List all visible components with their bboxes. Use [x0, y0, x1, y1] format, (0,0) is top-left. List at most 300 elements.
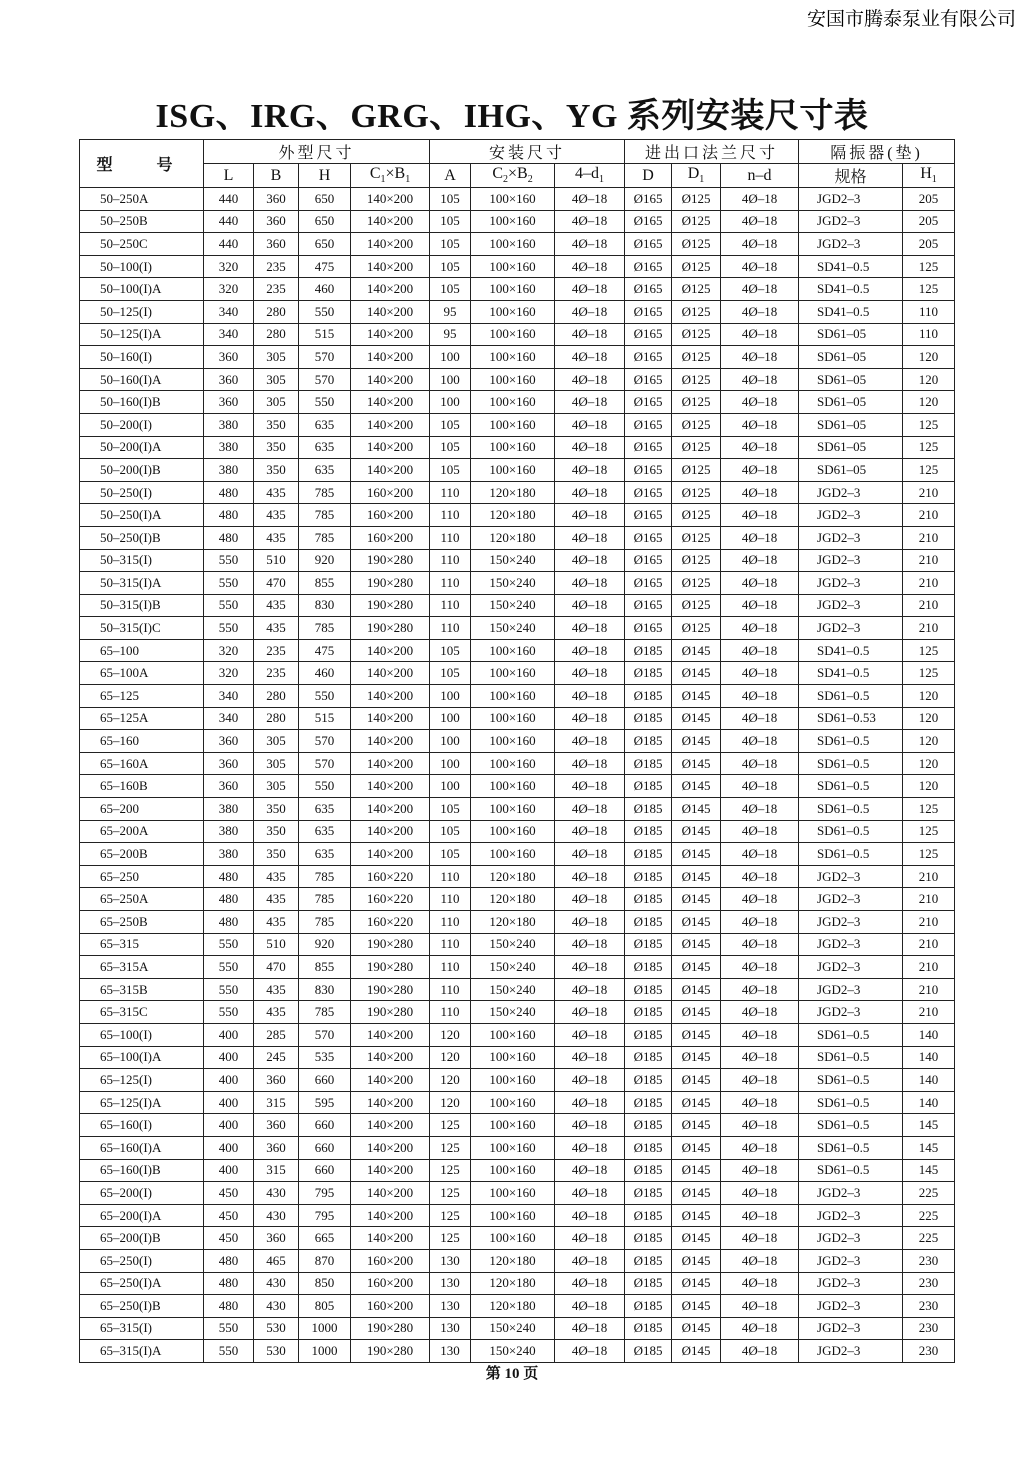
cell-l: 480 [204, 865, 254, 888]
cell-a: 125 [430, 1136, 471, 1159]
cell-isolator-spec: SD61–0.5 [799, 1159, 903, 1182]
cell-4-d1: 4Ø–18 [555, 639, 625, 662]
cell-c2xb2: 120×180 [471, 504, 555, 527]
cell-b: 235 [254, 639, 299, 662]
header-d: D [625, 164, 672, 188]
header-d1: $D_1$ [672, 164, 721, 188]
cell-c2xb2: 100×160 [471, 1204, 555, 1227]
cell-l: 400 [204, 1114, 254, 1137]
table-row [80, 775, 955, 798]
cell-a: 120 [430, 1069, 471, 1092]
cell-n-d: 4Ø–18 [721, 1227, 799, 1250]
cell-h1: 210 [903, 911, 955, 934]
table-row [80, 413, 955, 436]
cell-b: 435 [254, 526, 299, 549]
cell-model: 65–125(I)A [80, 1091, 204, 1114]
cell-h1: 210 [903, 504, 955, 527]
cell-model: 65–200(I)B [80, 1227, 204, 1250]
cell-h1: 230 [903, 1295, 955, 1318]
cell-model: 50–160(I)B [80, 391, 204, 414]
cell-n-d: 4Ø–18 [721, 549, 799, 572]
cell-d: Ø185 [625, 798, 672, 821]
cell-d1: Ø125 [672, 210, 721, 233]
cell-n-d: 4Ø–18 [721, 639, 799, 662]
cell-n-d: 4Ø–18 [721, 1272, 799, 1295]
header-c1xb1: $C_1\times B_1$ [351, 164, 430, 188]
cell-d: Ø185 [625, 1091, 672, 1114]
cell-a: 100 [430, 730, 471, 753]
cell-b: 435 [254, 978, 299, 1001]
table-row [80, 459, 955, 482]
cell-4-d1: 4Ø–18 [555, 1159, 625, 1182]
cell-n-d: 4Ø–18 [721, 1001, 799, 1024]
table-row [80, 572, 955, 595]
cell-a: 100 [430, 391, 471, 414]
cell-d1: Ø145 [672, 978, 721, 1001]
table-row [80, 956, 955, 979]
cell-n-d: 4Ø–18 [721, 413, 799, 436]
cell-d: Ø185 [625, 843, 672, 866]
table-row [80, 368, 955, 391]
cell-d1: Ø145 [672, 888, 721, 911]
cell-h: 635 [299, 798, 351, 821]
cell-c1xb1: 140×200 [351, 820, 430, 843]
cell-l: 380 [204, 459, 254, 482]
cell-isolator-spec: JGD2–3 [799, 1001, 903, 1024]
table-row [80, 233, 955, 256]
cell-b: 350 [254, 798, 299, 821]
cell-4-d1: 4Ø–18 [555, 436, 625, 459]
cell-n-d: 4Ø–18 [721, 1182, 799, 1205]
cell-h: 475 [299, 255, 351, 278]
cell-l: 440 [204, 210, 254, 233]
cell-h1: 210 [903, 526, 955, 549]
header-a: A [430, 164, 471, 188]
cell-n-d: 4Ø–18 [721, 481, 799, 504]
cell-isolator-spec: SD41–0.5 [799, 300, 903, 323]
header-h: H [299, 164, 351, 188]
cell-c1xb1: 140×200 [351, 1159, 430, 1182]
cell-d: Ø185 [625, 1159, 672, 1182]
cell-model: 65–160A [80, 752, 204, 775]
cell-a: 110 [430, 1001, 471, 1024]
cell-model: 50–160(I)A [80, 368, 204, 391]
cell-a: 130 [430, 1295, 471, 1318]
cell-c1xb1: 140×200 [351, 775, 430, 798]
cell-b: 315 [254, 1091, 299, 1114]
table-row [80, 730, 955, 753]
cell-l: 480 [204, 1249, 254, 1272]
cell-b: 360 [254, 1069, 299, 1092]
cell-d: Ø165 [625, 549, 672, 572]
cell-d1: Ø125 [672, 368, 721, 391]
cell-l: 380 [204, 798, 254, 821]
cell-h1: 120 [903, 685, 955, 708]
cell-4-d1: 4Ø–18 [555, 346, 625, 369]
cell-c2xb2: 100×160 [471, 1114, 555, 1137]
cell-d1: Ø145 [672, 1114, 721, 1137]
cell-d1: Ø125 [672, 300, 721, 323]
cell-n-d: 4Ø–18 [721, 752, 799, 775]
cell-c2xb2: 100×160 [471, 413, 555, 436]
table-row [80, 933, 955, 956]
cell-model: 50–200(I)A [80, 436, 204, 459]
header-flange-dimensions: 进出口法兰尺寸 [625, 140, 799, 164]
cell-l: 550 [204, 978, 254, 1001]
cell-n-d: 4Ø–18 [721, 1249, 799, 1272]
cell-n-d: 4Ø–18 [721, 459, 799, 482]
cell-n-d: 4Ø–18 [721, 865, 799, 888]
company-name: 安国市腾泰泵业有限公司 [806, 8, 1016, 30]
cell-d1: Ø125 [672, 459, 721, 482]
cell-l: 440 [204, 233, 254, 256]
cell-model: 50–200(I) [80, 413, 204, 436]
cell-d1: Ø145 [672, 798, 721, 821]
cell-h: 785 [299, 526, 351, 549]
cell-isolator-spec: SD61–0.5 [799, 820, 903, 843]
cell-c1xb1: 140×200 [351, 323, 430, 346]
table-row [80, 1227, 955, 1250]
cell-l: 400 [204, 1159, 254, 1182]
cell-d1: Ø125 [672, 549, 721, 572]
table-row [80, 707, 955, 730]
cell-4-d1: 4Ø–18 [555, 978, 625, 1001]
cell-c1xb1: 190×280 [351, 956, 430, 979]
cell-c2xb2: 100×160 [471, 188, 555, 211]
cell-c2xb2: 100×160 [471, 1182, 555, 1205]
header-installation-dimensions: 安装尺寸 [430, 140, 625, 164]
cell-h: 635 [299, 459, 351, 482]
cell-c1xb1: 140×200 [351, 752, 430, 775]
cell-a: 95 [430, 323, 471, 346]
cell-l: 400 [204, 1046, 254, 1069]
cell-4-d1: 4Ø–18 [555, 1069, 625, 1092]
cell-d1: Ø125 [672, 481, 721, 504]
cell-model: 65–200(I) [80, 1182, 204, 1205]
cell-4-d1: 4Ø–18 [555, 662, 625, 685]
cell-h: 785 [299, 888, 351, 911]
cell-model: 65–125 [80, 685, 204, 708]
cell-4-d1: 4Ø–18 [555, 1249, 625, 1272]
cell-l: 550 [204, 1001, 254, 1024]
cell-h1: 140 [903, 1046, 955, 1069]
cell-l: 380 [204, 820, 254, 843]
cell-c1xb1: 140×200 [351, 368, 430, 391]
cell-h1: 145 [903, 1159, 955, 1182]
cell-model: 50–250(I)B [80, 526, 204, 549]
cell-a: 110 [430, 594, 471, 617]
cell-c2xb2: 100×160 [471, 1091, 555, 1114]
cell-d: Ø165 [625, 323, 672, 346]
cell-model: 50–125(I)A [80, 323, 204, 346]
table-row [80, 1136, 955, 1159]
cell-h1: 210 [903, 572, 955, 595]
cell-4-d1: 4Ø–18 [555, 594, 625, 617]
table-row [80, 278, 955, 301]
cell-d1: Ø145 [672, 1227, 721, 1250]
cell-d1: Ø145 [672, 1317, 721, 1340]
cell-model: 65–315 [80, 933, 204, 956]
cell-4-d1: 4Ø–18 [555, 526, 625, 549]
cell-a: 130 [430, 1272, 471, 1295]
cell-model: 50–315(I) [80, 549, 204, 572]
cell-model: 65–125A [80, 707, 204, 730]
cell-l: 480 [204, 504, 254, 527]
cell-model: 50–200(I)B [80, 459, 204, 482]
cell-d: Ø185 [625, 1227, 672, 1250]
cell-4-d1: 4Ø–18 [555, 752, 625, 775]
cell-4-d1: 4Ø–18 [555, 1204, 625, 1227]
cell-d1: Ø125 [672, 594, 721, 617]
cell-model: 50–315(I)B [80, 594, 204, 617]
cell-isolator-spec: JGD2–3 [799, 865, 903, 888]
cell-d1: Ø145 [672, 1091, 721, 1114]
cell-c2xb2: 100×160 [471, 1159, 555, 1182]
table-row [80, 1023, 955, 1046]
page-title: ISG、IRG、GRG、IHG、YG 系列安装尺寸表 [155, 98, 869, 135]
cell-isolator-spec: SD41–0.5 [799, 662, 903, 685]
cell-h: 785 [299, 504, 351, 527]
cell-c2xb2: 120×180 [471, 1272, 555, 1295]
cell-n-d: 4Ø–18 [721, 255, 799, 278]
cell-d: Ø165 [625, 233, 672, 256]
cell-4-d1: 4Ø–18 [555, 368, 625, 391]
cell-h1: 205 [903, 210, 955, 233]
cell-d: Ø185 [625, 865, 672, 888]
cell-model: 65–250(I)A [80, 1272, 204, 1295]
cell-c2xb2: 150×240 [471, 978, 555, 1001]
cell-n-d: 4Ø–18 [721, 323, 799, 346]
cell-n-d: 4Ø–18 [721, 1295, 799, 1318]
cell-n-d: 4Ø–18 [721, 888, 799, 911]
cell-b: 435 [254, 504, 299, 527]
cell-c2xb2: 100×160 [471, 820, 555, 843]
cell-c1xb1: 160×200 [351, 481, 430, 504]
cell-h1: 145 [903, 1136, 955, 1159]
cell-h: 570 [299, 368, 351, 391]
cell-n-d: 4Ø–18 [721, 775, 799, 798]
cell-c1xb1: 140×200 [351, 1136, 430, 1159]
cell-c1xb1: 160×200 [351, 1249, 430, 1272]
cell-h1: 145 [903, 1114, 955, 1137]
cell-a: 105 [430, 843, 471, 866]
cell-h1: 125 [903, 639, 955, 662]
cell-4-d1: 4Ø–18 [555, 1091, 625, 1114]
cell-4-d1: 4Ø–18 [555, 775, 625, 798]
cell-h: 795 [299, 1204, 351, 1227]
cell-a: 125 [430, 1227, 471, 1250]
cell-d: Ø165 [625, 368, 672, 391]
cell-model: 65–160(I)A [80, 1136, 204, 1159]
cell-model: 50–100(I)A [80, 278, 204, 301]
cell-c1xb1: 140×200 [351, 188, 430, 211]
cell-isolator-spec: JGD2–3 [799, 210, 903, 233]
cell-l: 380 [204, 413, 254, 436]
cell-h1: 205 [903, 188, 955, 211]
cell-b: 435 [254, 481, 299, 504]
cell-4-d1: 4Ø–18 [555, 300, 625, 323]
cell-n-d: 4Ø–18 [721, 933, 799, 956]
cell-h: 460 [299, 662, 351, 685]
cell-d1: Ø145 [672, 775, 721, 798]
cell-h: 550 [299, 391, 351, 414]
cell-a: 130 [430, 1340, 471, 1363]
cell-c1xb1: 190×280 [351, 978, 430, 1001]
cell-model: 65–315C [80, 1001, 204, 1024]
cell-d1: Ø145 [672, 1069, 721, 1092]
cell-c1xb1: 140×200 [351, 1204, 430, 1227]
cell-h1: 210 [903, 865, 955, 888]
cell-d1: Ø125 [672, 572, 721, 595]
cell-h1: 205 [903, 233, 955, 256]
cell-b: 305 [254, 752, 299, 775]
cell-a: 100 [430, 685, 471, 708]
cell-d: Ø165 [625, 188, 672, 211]
cell-c2xb2: 100×160 [471, 752, 555, 775]
cell-d: Ø185 [625, 1046, 672, 1069]
cell-d1: Ø145 [672, 639, 721, 662]
cell-b: 470 [254, 572, 299, 595]
cell-d: Ø165 [625, 436, 672, 459]
cell-c1xb1: 140×200 [351, 346, 430, 369]
cell-b: 350 [254, 843, 299, 866]
cell-d1: Ø145 [672, 730, 721, 753]
cell-b: 360 [254, 1114, 299, 1137]
cell-h1: 140 [903, 1023, 955, 1046]
cell-c2xb2: 100×160 [471, 1023, 555, 1046]
cell-c2xb2: 150×240 [471, 1317, 555, 1340]
cell-h1: 225 [903, 1204, 955, 1227]
cell-a: 110 [430, 888, 471, 911]
table-row [80, 1340, 955, 1363]
header-c2xb2: $C_2\times B_2$ [471, 164, 555, 188]
cell-d: Ø165 [625, 617, 672, 640]
cell-n-d: 4Ø–18 [721, 368, 799, 391]
cell-h: 550 [299, 300, 351, 323]
cell-d: Ø165 [625, 504, 672, 527]
cell-4-d1: 4Ø–18 [555, 459, 625, 482]
cell-l: 480 [204, 911, 254, 934]
cell-d: Ø185 [625, 685, 672, 708]
cell-4-d1: 4Ø–18 [555, 685, 625, 708]
cell-d: Ø165 [625, 481, 672, 504]
table-row [80, 1069, 955, 1092]
cell-d: Ø185 [625, 933, 672, 956]
cell-b: 510 [254, 933, 299, 956]
cell-c1xb1: 140×200 [351, 843, 430, 866]
cell-h1: 225 [903, 1227, 955, 1250]
cell-isolator-spec: JGD2–3 [799, 594, 903, 617]
cell-model: 65–250(I)B [80, 1295, 204, 1318]
cell-d1: Ø145 [672, 865, 721, 888]
cell-h: 635 [299, 820, 351, 843]
cell-b: 360 [254, 210, 299, 233]
cell-c1xb1: 190×280 [351, 594, 430, 617]
cell-c2xb2: 100×160 [471, 323, 555, 346]
cell-d: Ø185 [625, 888, 672, 911]
cell-isolator-spec: SD61–0.5 [799, 1136, 903, 1159]
cell-l: 550 [204, 594, 254, 617]
table-row [80, 1272, 955, 1295]
cell-d: Ø165 [625, 526, 672, 549]
cell-b: 470 [254, 956, 299, 979]
cell-4-d1: 4Ø–18 [555, 1317, 625, 1340]
cell-d: Ø185 [625, 1249, 672, 1272]
cell-l: 360 [204, 346, 254, 369]
cell-l: 480 [204, 481, 254, 504]
cell-b: 235 [254, 278, 299, 301]
cell-h: 920 [299, 549, 351, 572]
cell-4-d1: 4Ø–18 [555, 798, 625, 821]
cell-l: 550 [204, 1340, 254, 1363]
table-row [80, 255, 955, 278]
cell-l: 480 [204, 1272, 254, 1295]
table-row [80, 978, 955, 1001]
cell-a: 105 [430, 255, 471, 278]
cell-d1: Ø145 [672, 843, 721, 866]
table-row [80, 662, 955, 685]
cell-h: 660 [299, 1159, 351, 1182]
cell-model: 50–315(I)A [80, 572, 204, 595]
cell-n-d: 4Ø–18 [721, 1069, 799, 1092]
cell-c1xb1: 190×280 [351, 1001, 430, 1024]
cell-isolator-spec: SD61–05 [799, 368, 903, 391]
cell-d: Ø185 [625, 1295, 672, 1318]
cell-h1: 110 [903, 323, 955, 346]
cell-n-d: 4Ø–18 [721, 1136, 799, 1159]
cell-model: 50–250(I) [80, 481, 204, 504]
cell-isolator-spec: JGD2–3 [799, 526, 903, 549]
cell-isolator-spec: SD61–0.5 [799, 1091, 903, 1114]
cell-b: 360 [254, 188, 299, 211]
cell-d1: Ø125 [672, 526, 721, 549]
cell-b: 280 [254, 707, 299, 730]
cell-l: 480 [204, 1295, 254, 1318]
cell-a: 100 [430, 707, 471, 730]
cell-c1xb1: 140×200 [351, 730, 430, 753]
cell-4-d1: 4Ø–18 [555, 1227, 625, 1250]
cell-model: 65–100A [80, 662, 204, 685]
cell-l: 400 [204, 1091, 254, 1114]
cell-c2xb2: 100×160 [471, 707, 555, 730]
cell-d1: Ø145 [672, 662, 721, 685]
cell-a: 110 [430, 978, 471, 1001]
cell-c2xb2: 150×240 [471, 956, 555, 979]
cell-c2xb2: 120×180 [471, 1295, 555, 1318]
cell-b: 350 [254, 413, 299, 436]
table-row [80, 911, 955, 934]
table-row [80, 210, 955, 233]
cell-d1: Ø145 [672, 1001, 721, 1024]
cell-model: 50–250B [80, 210, 204, 233]
cell-a: 120 [430, 1046, 471, 1069]
cell-model: 50–160(I) [80, 346, 204, 369]
header-l: L [204, 164, 254, 188]
cell-l: 450 [204, 1227, 254, 1250]
cell-d: Ø185 [625, 730, 672, 753]
cell-b: 280 [254, 323, 299, 346]
cell-isolator-spec: SD61–05 [799, 413, 903, 436]
cell-a: 110 [430, 481, 471, 504]
cell-n-d: 4Ø–18 [721, 1340, 799, 1363]
cell-a: 105 [430, 436, 471, 459]
cell-isolator-spec: SD41–0.5 [799, 255, 903, 278]
cell-h: 550 [299, 775, 351, 798]
cell-h: 515 [299, 323, 351, 346]
cell-n-d: 4Ø–18 [721, 685, 799, 708]
cell-d1: Ø125 [672, 436, 721, 459]
cell-4-d1: 4Ø–18 [555, 1272, 625, 1295]
